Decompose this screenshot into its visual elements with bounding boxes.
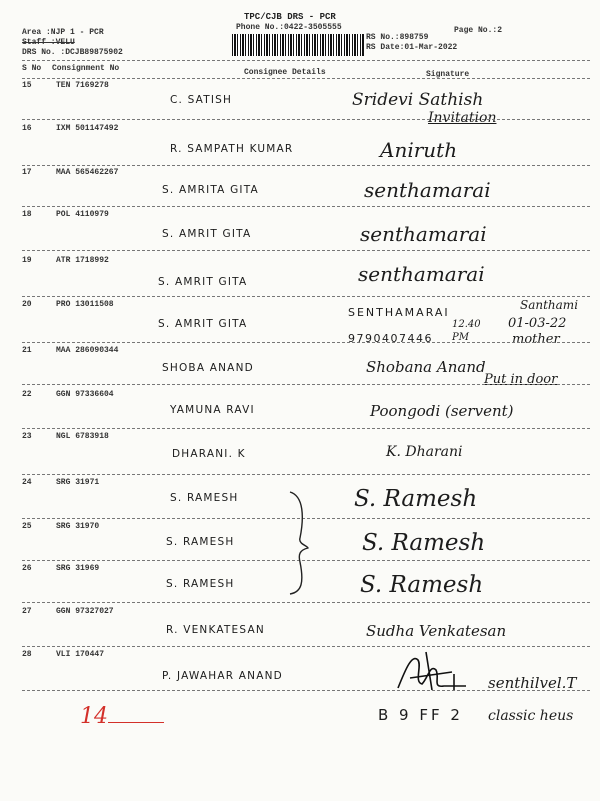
row-sno: 16	[22, 124, 32, 133]
row-note: Invitation	[428, 110, 497, 126]
row-consignment: MAA 565462267	[56, 168, 119, 177]
row-signature: Shobana Anand	[366, 358, 486, 376]
header-divider-bottom	[22, 78, 590, 79]
row-consignee: S. AMRIT GITA	[158, 318, 248, 330]
row-consignee: YAMUNA RAVI	[170, 404, 255, 416]
row-divider	[22, 384, 590, 385]
row-signature: senthamarai	[358, 262, 485, 286]
row-consignee: SHOBA ANAND	[162, 362, 254, 374]
row-consignee: S. AMRIT GITA	[162, 228, 252, 240]
row-consignment: TEN 7169278	[56, 81, 109, 90]
row-sno: 24	[22, 478, 32, 487]
row-divider	[22, 690, 590, 691]
row-signature: K. Dharani	[386, 444, 463, 460]
row-consignee: S. AMRITA GITA	[162, 184, 259, 196]
row-sno: 27	[22, 607, 32, 616]
rs-date: RS Date:01-Mar-2022	[366, 43, 458, 52]
row-signature: S. Ramesh	[360, 572, 484, 598]
row-sno: 26	[22, 564, 32, 573]
row-consignee: R. VENKATESAN	[166, 624, 265, 636]
rs-number: RS No.:898759	[366, 33, 429, 42]
company-name: classic heus	[488, 708, 574, 724]
col-sno: S No	[22, 64, 42, 73]
row-sno: 25	[22, 522, 32, 531]
row-relation: mother	[512, 332, 560, 347]
total-underline	[108, 722, 164, 723]
staff-label: Staff :VELU	[22, 38, 75, 47]
row-sno: 20	[22, 300, 32, 309]
row-sno: 21	[22, 346, 32, 355]
row-consignment: SRG 31971	[56, 478, 100, 487]
row-signature: S. Ramesh	[354, 486, 478, 512]
row-consignment: IXM 501147492	[56, 124, 119, 133]
row-consignment: MAA 286090344	[56, 346, 119, 355]
row-consignee: S. RAMESH	[166, 578, 235, 590]
row-signature: senthamarai	[364, 178, 491, 202]
grouping-brace-icon	[286, 488, 312, 598]
row-consignee: DHARANI. K	[172, 448, 246, 460]
row-consignment: POL 4110979	[56, 210, 109, 219]
row-sno: 18	[22, 210, 32, 219]
row-phone: 9790407446	[348, 332, 433, 345]
row-consignment: ATR 1718992	[56, 256, 109, 265]
row-signature: Sridevi Sathish	[352, 90, 484, 110]
row-sno: 19	[22, 256, 32, 265]
header-divider	[22, 60, 590, 61]
row-divider	[22, 119, 590, 120]
row-consignment: SRG 31970	[56, 522, 100, 531]
col-signature: Signature	[426, 70, 470, 79]
row-consignment: PRO 13011508	[56, 300, 114, 309]
col-consignment: Consignment No	[52, 64, 120, 73]
row-date: 01-03-22	[508, 316, 567, 331]
row-divider	[22, 474, 590, 475]
row-consignee: P. JAWAHAR ANAND	[162, 670, 283, 682]
total-count: 14	[80, 704, 108, 729]
row-consignee: S. RAMESH	[166, 536, 235, 548]
row-divider	[22, 206, 590, 207]
row-consignment: GGN 97327027	[56, 607, 114, 616]
page-number: Page No.:2	[454, 26, 503, 35]
row-consignee: S. RAMESH	[170, 492, 239, 504]
row-divider	[22, 602, 590, 603]
row-sno: 28	[22, 650, 32, 659]
row-signature-2: Santhami	[520, 298, 579, 312]
document-title: TPC/CJB DRS - PCR	[244, 12, 336, 22]
row-divider	[22, 296, 590, 297]
row-consignment: SRG 31969	[56, 564, 100, 573]
row-divider	[22, 342, 590, 343]
row-signature: senthamarai	[360, 222, 487, 246]
row-sno: 22	[22, 390, 32, 399]
col-consignee: Consignee Details	[244, 68, 326, 77]
row-signature: Sudha Venkatesan	[366, 622, 507, 640]
row-signature: S. Ramesh	[362, 530, 486, 556]
row-signature: SENTHAMARAI	[348, 306, 450, 319]
row-signature: senthilvel.T	[488, 674, 577, 692]
row-consignment: GGN 97336604	[56, 390, 114, 399]
row-sno: 23	[22, 432, 32, 441]
row-divider	[22, 250, 590, 251]
signature-scribble-icon	[392, 648, 472, 696]
row-divider	[22, 165, 590, 166]
row-sno: 17	[22, 168, 32, 177]
vehicle-number: B 9 FF 2	[378, 706, 463, 724]
area-label: Area :NJP 1 - PCR	[22, 28, 104, 37]
row-note: Put in door	[484, 372, 558, 387]
phone-number: Phone No.:0422-3505555	[236, 23, 342, 32]
row-consignee: C. SATISH	[170, 94, 233, 106]
row-consignment: NGL 6783918	[56, 432, 109, 441]
row-divider	[22, 428, 590, 429]
row-consignee: S. AMRIT GITA	[158, 276, 248, 288]
row-signature: Aniruth	[380, 138, 458, 162]
barcode-image	[232, 34, 364, 56]
row-signature: Poongodi (servent)	[370, 402, 514, 420]
row-time: 12.40 PM	[452, 319, 481, 343]
row-divider	[22, 646, 590, 647]
row-consignee: R. SAMPATH KUMAR	[170, 143, 294, 155]
row-sno: 15	[22, 81, 32, 90]
drs-number: DRS No. :DCJB89875902	[22, 48, 123, 57]
row-consignment: VLI 170447	[56, 650, 105, 659]
